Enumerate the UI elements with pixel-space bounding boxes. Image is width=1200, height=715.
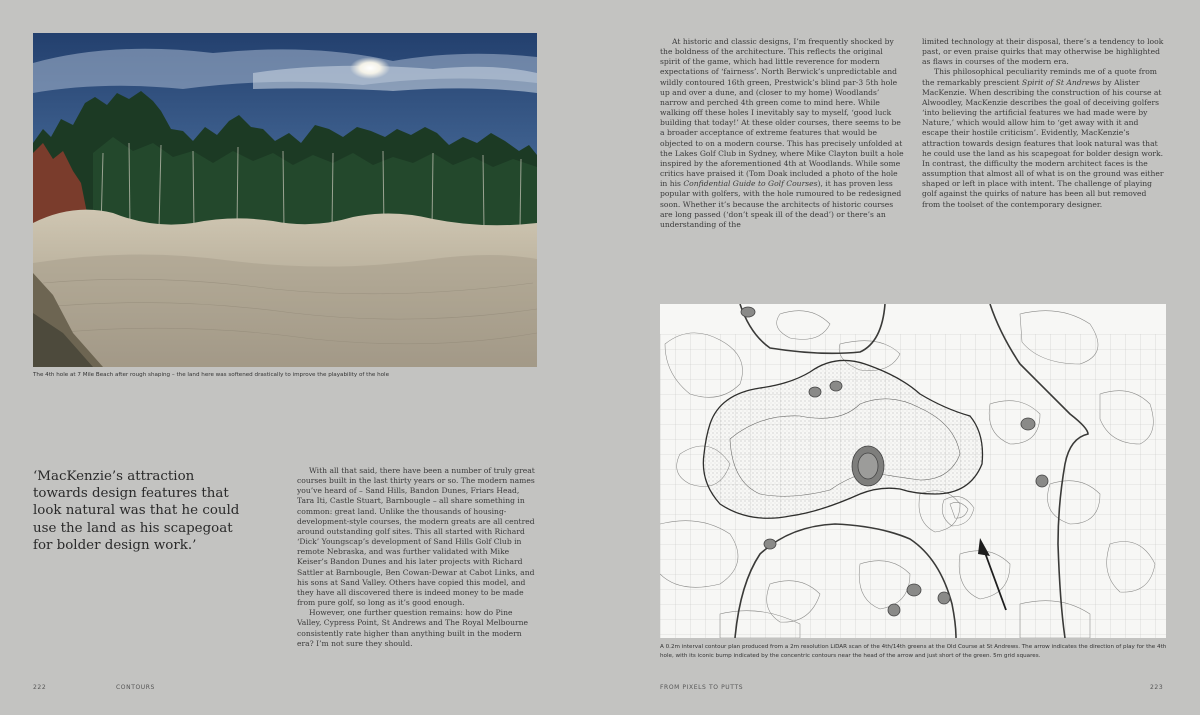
photo-caption: The 4th hole at 7 Mile Beach after rough shaping – the land here was softened drastically to improve the playability of the hole [33,372,390,378]
body-paragraph: limited technology at their disposal, there’s a tendency to look past, or even praise quirks that may otherwise be highlighted as flaws in courses of the modern era. [922,37,1164,67]
map-caption-line-2: hole, with its iconic bump indicated by the concentric contours near the head of the arrow and just short of the green. 5m grid squares. [660,653,1041,659]
page-number-right: 223 [1150,684,1164,691]
body-paragraph: However, one further question remains: how do Pine Valley, Cypress Point, St Andrews and The Royal Melbourne consistently rate higher than anything built in the modern era? I’m not sure they should. [297,608,529,648]
course-photo [33,33,537,367]
right-body-column-1 [660,37,904,230]
right-body-column-2 [922,37,1166,210]
running-title-left: CONTOURS [116,684,155,691]
left-body-column [297,466,537,649]
body-paragraph: At historic and classic designs, I’m frequently shocked by the boldness of the architecture. This reflects the original spirit of the game, which had little reverence for modern expectations of ‘fairness’. North Berwick’s unpredictable and wildly contoured 16th green, Prestwick’s blind par-3 5th hole up and over a dune, and (closer to my home) Woodlands’ narrow and perched 4th green come to mind here. While walking off these holes I inevitably say to myself, ‘good luck building that today!’ At these older courses, there seems to be a broader acceptance of extreme features that would be objected to on a modern course. This has precisely unfolded at the Lakes Golf Club in Sydney, where Mike Clayton built a hole inspired by the aforementioned 4th at Woodlands. While some critics have praised it (Tom Doak included a photo of the hole in his Confidential Guide to Golf Courses), it has proven less popular with golfers, with the hole rumoured to be redesigned soon. Whether it’s because the architects of historic courses are long passed (‘don’t speak ill of the dead’) or there’s an understanding of the [660,37,904,229]
map-caption-line-1: A 0.2m interval contour plan produced from a 2m resolution LiDAR scan of the 4th/14th greens at the Old Course at St Andrews. The arrow indicates the direction of play for the 4th [660,644,1167,650]
body-paragraph: With all that said, there have been a number of truly great courses built in the last thirty years or so. The modern names you’ve heard of – Sand Hills, Bandon Dunes, Friars Head, Tara Iti, Castle Stuart, Barnbougle – all share something in common: great land. Unlike the thousands of housing-development-style courses, the modern greats are all centred around outstanding golf sites. This all started with Richard ‘Dick’ Youngscap’s development of Sand Hills Golf Club in remote Nebraska, and was further validated with Mike Keiser’s Bandon Dunes and his later projects with Richard Sattler at Barnbougle, Ben Cowan-Dewar at Cabot Links, and his sons at Sand Valley. Others have copied this model, and they have all discovered there is indeed money to be made from pure golf, so long as it’s good enough. [297,466,535,608]
body-paragraph: This philosophical peculiarity reminds me of a quote from the remarkably prescient Spirit of St Andrews by Alister MacKenzie. When describing the construction of his course at Alwoodley, MacKenzie describes the goal of deceiving golfers ‘into believing the artificial features we had made were by Nature,’ which would allow him to ‘get away with it and escape their hostile criticism’. Evidently, MacKenzie’s attraction towards design features that look natural was that he could use the land as his scapegoat for bolder design work. In contrast, the difficulty the modern architect faces is the assumption that almost all of what is on the ground was either shaped or left in place with intent. The challenge of playing golf against the quirks of nature has been all but removed from the toolset of the contemporary designer. [922,67,1164,209]
contour-map [660,304,1166,638]
page-number-left: 222 [33,684,47,691]
pull-quote: ‘MacKenzie’s attraction towards design features that look natural was that he could use the land as his scapegoat for bolder design work.’ [33,469,240,553]
running-title-right: FROM PIXELS TO PUTTS [660,684,744,691]
